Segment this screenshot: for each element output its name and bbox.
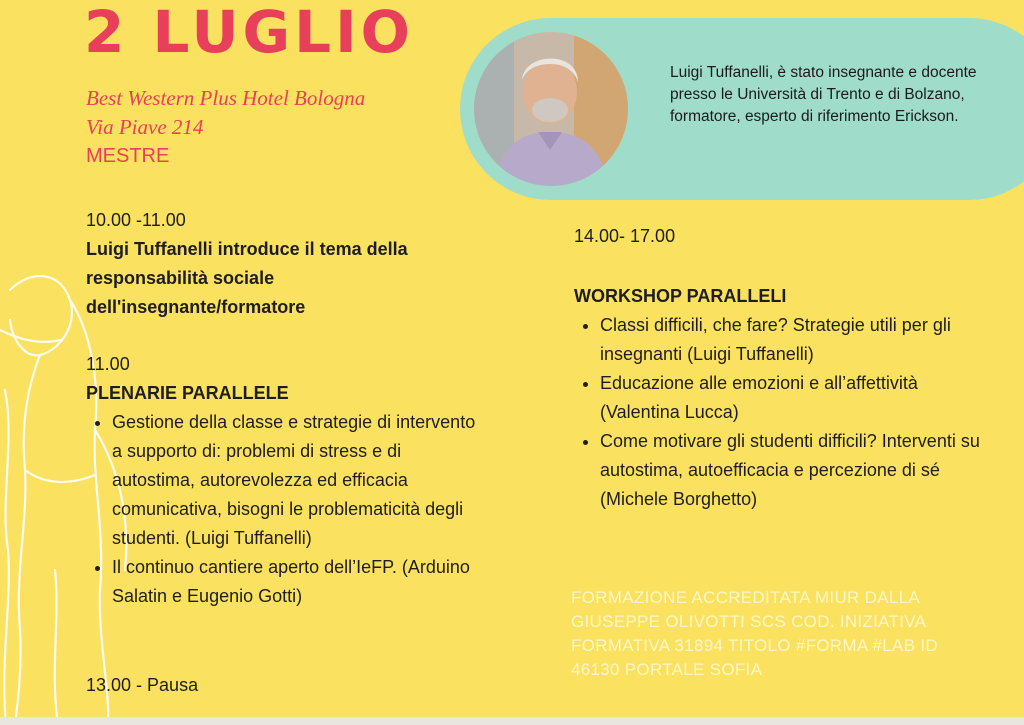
slot1-time: 10.00 -11.00 [86, 210, 186, 230]
accreditation-note: FORMAZIONE ACCREDITATA MIUR DALLA GIUSEPPE OLIVOTTI SCS COD. INIZIATIVA FORMATIVA 31894 TITOLO #FORMA #LAB ID 46130 PORTALE SOFIA [571, 588, 938, 679]
afternoon-time: 14.00- 17.00 [574, 226, 676, 246]
pause-text: 13.00 - Pausa [86, 675, 199, 695]
venue-hotel: Best Western Plus Hotel Bologna [86, 86, 366, 110]
page-title: 2 LUGLIO [84, 0, 414, 66]
bottom-divider [0, 717, 1024, 725]
list-item: • Educazione alle emozioni e all’affettività (Valentina Lucca) [600, 369, 994, 427]
workshop-block [574, 282, 994, 514]
pause-slot [86, 671, 476, 700]
slot1-text: Luigi Tuffanelli introduce il tema della responsabilità sociale dell'insegnante/formatore [86, 239, 408, 317]
morning-slot2 [86, 350, 476, 611]
bio-text: Luigi Tuffanelli, è stato insegnante e docente presso le Università di Trento e di Bolzano, formatore, esperto di riferimento Erickson. [670, 64, 977, 125]
list-item: • Classi difficili, che fare? Strategie utili per gli insegnanti (Luigi Tuffanelli) [600, 311, 994, 369]
slot2-heading: PLENARIE PARALLELE [86, 383, 289, 403]
list-item: • Il continuo cantiere aperto dell’IeFP. (Arduino Salatin e Eugenio Gotti) [112, 553, 476, 611]
workshop-heading: WORKSHOP PARALLELI [574, 286, 787, 306]
list-item: • Come motivare gli studenti difficili? Interventi su autostima, autoefficacia e percezione di sé (Michele Borghetto) [600, 427, 994, 514]
workshop-list [574, 311, 994, 514]
afternoon-slot [574, 222, 994, 251]
venue-block [86, 84, 365, 171]
morning-slot1 [86, 206, 476, 322]
venue-street: Via Piave 214 [86, 115, 204, 139]
speaker-photo [474, 32, 628, 186]
plenarie-list [86, 408, 476, 611]
venue-city: MESTRE [86, 145, 170, 167]
portrait-illustration [474, 32, 628, 186]
list-item: • Gestione della classe e strategie di intervento a supporto di: problemi di stress e di autostima, autorevolezza ed efficacia comunicativa, bisogni le problematicità degli studenti. (Luigi Tuffanelli) [112, 408, 476, 553]
slot2-time: 11.00 [86, 354, 130, 374]
